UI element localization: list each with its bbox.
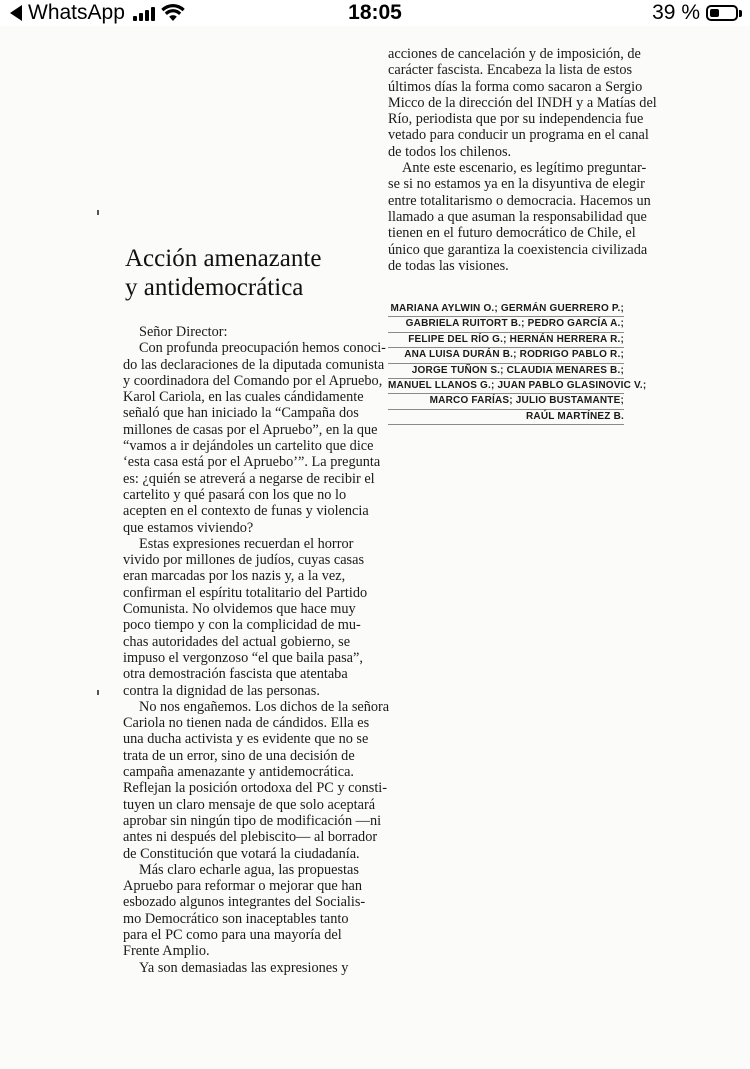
scan-mark [97,210,99,215]
text-line: de Constitución que votará la ciudadanía. [123,845,360,862]
signature-line: FELIPE DEL RÍO G.; HERNÁN HERRERA R.; [388,333,624,348]
text-line: acciones de cancelación y de imposición, de [388,46,641,62]
text-line: confirman el espíritu totalitario del Partido [123,584,368,601]
battery-percent: 39 % [652,1,700,24]
signature-line: GABRIELA RUITORT B.; PEDRO GARCÍA A.; [388,317,624,332]
signature-line: ANA LUISA DURÁN B.; RODRIGO PABLO R.; [388,348,624,363]
headline-line: y antidemocrática [125,274,304,301]
text-line: para el PC como para una mayoría del [123,926,342,943]
text-line: millones de casas por el Apruebo”, en la que [123,421,378,438]
signature-line: MARCO FARÍAS; JULIO BUSTAMANTE; [388,394,624,409]
text-line: tienen en el futuro democrático de Chile, el [388,225,636,242]
text-line: entre totalitarismo o democracia. Hacemos un [388,192,651,209]
text-line: Con profunda preocupación hemos conoci- [139,340,386,357]
back-app-label: WhatsApp [28,1,125,24]
text-line: una ducha activista y es evidente que no se [123,731,369,748]
text-line: campaña amenazante y antidemocrática. [123,764,354,781]
battery-icon [706,5,738,21]
text-line: Karol Cariola, en las cuales cándidamente [123,389,364,406]
text-line: carácter fascista. Encabeza la lista de estos [388,62,633,79]
text-line: eran marcadas por los nazis y, a la vez, [123,568,346,585]
clock-time: 18:05 [348,1,402,24]
text-line: Reflejan la posición ortodoxa del PC y consti- [123,780,388,797]
text-line: señaló que han iniciado la “Campaña dos [123,405,359,422]
text-line: llamado a que asuman la responsabilidad que [388,208,647,225]
text-line: aprobar sin ningún tipo de modificación —ni [123,812,382,829]
text-line: últimos días la forma como sacaron a Sergio [388,78,643,95]
text-line: Más claro echarle agua, las propuestas [139,861,359,878]
text-line: acepten en el contexto de funas y violencia [123,503,369,520]
signatures-block [388,302,647,425]
text-line: vivido por millones de judíos, cuyas casas [123,552,365,569]
text-line: Ante este escenario, es legítimo preguntar- [402,160,647,177]
text-line: trata de un error, sino de una decisión de [123,747,355,764]
text-line: antes ni después del plebiscito— al borrador [123,829,378,846]
battery-status [652,0,742,26]
signature-line: MARIANA AYLWIN O.; GERMÁN GUERRERO P.; [388,302,624,317]
text-line: cartelito y qué pasará con los que no lo [123,486,347,503]
text-line: Frente Amplio. [123,943,210,960]
text-line: Comunista. No olvidemos que hace muy [123,601,356,618]
text-line: que estamos viviendo? [123,519,254,536]
battery-tip [739,10,742,17]
text-line: Río, periodista que por su independencia fue [388,111,644,128]
signature-line: JORGE TUÑON S.; CLAUDIA MENARES B.; [388,364,624,379]
text-line: contra la dignidad de las personas. [123,682,320,699]
text-line: único que garantiza la coexistencia civilizada [388,241,648,258]
text-line: es: ¿quién se atreverá a negarse de recibir el [123,470,375,487]
status-bar [0,0,750,26]
text-line: Apruebo para reformar o mejorar que han [123,878,362,895]
text-line: otra demostración fascista que atentaba [123,666,348,683]
scan-mark [97,690,99,695]
text-line: de todas las visiones. [388,257,509,274]
text-line: poco tiempo y con la complicidad de mu- [123,617,361,634]
article-column-right [388,46,657,274]
article-headline [125,244,375,302]
text-line: tuyen un claro mensaje de que solo aceptará [123,796,376,813]
text-line: Ya son demasiadas las expresiones y [139,959,349,976]
text-line: Micco de la dirección del INDH y a Matías del [388,94,657,111]
text-line: ‘esta casa está por el Apruebo’”. La pregunta [123,454,381,471]
text-line: Cariola no tienen nada de cándidos. Ella es [123,715,370,732]
text-line: chas autoridades del actual gobierno, se [123,633,351,650]
headline-line: Acción amenazante [125,245,322,272]
text-line: se si no estamos ya en la disyuntiva de elegir [388,176,645,193]
text-line: vetado para conducir un programa en el canal [388,127,649,144]
text-line: de todos los chilenos. [388,143,512,160]
text-line: do las declaraciones de la diputada comunista [123,356,385,373]
article-column-left [123,324,390,976]
text-line: y coordinadora del Comando por el Apruebo, [123,372,383,389]
text-line: mo Democrático son inaceptables tanto [123,910,349,927]
signature-line: MANUEL LLANOS G.; JUAN PABLO GLASINOVIC V.; [388,379,624,394]
text-line: Señor Director: [139,324,228,340]
text-line: Estas expresiones recuerdan el horror [139,535,354,552]
text-line: No nos engañemos. Los dichos de la señora [139,698,390,715]
text-line: “vamos a ir dejándoles un cartelito que dice [123,438,374,455]
text-line: impuso el vergonzoso “el que baila pasa”, [123,649,363,666]
signature-line: RAÚL MARTÍNEZ B. [388,410,624,425]
text-line: esbozado algunos integrantes del Socialis- [123,894,366,911]
